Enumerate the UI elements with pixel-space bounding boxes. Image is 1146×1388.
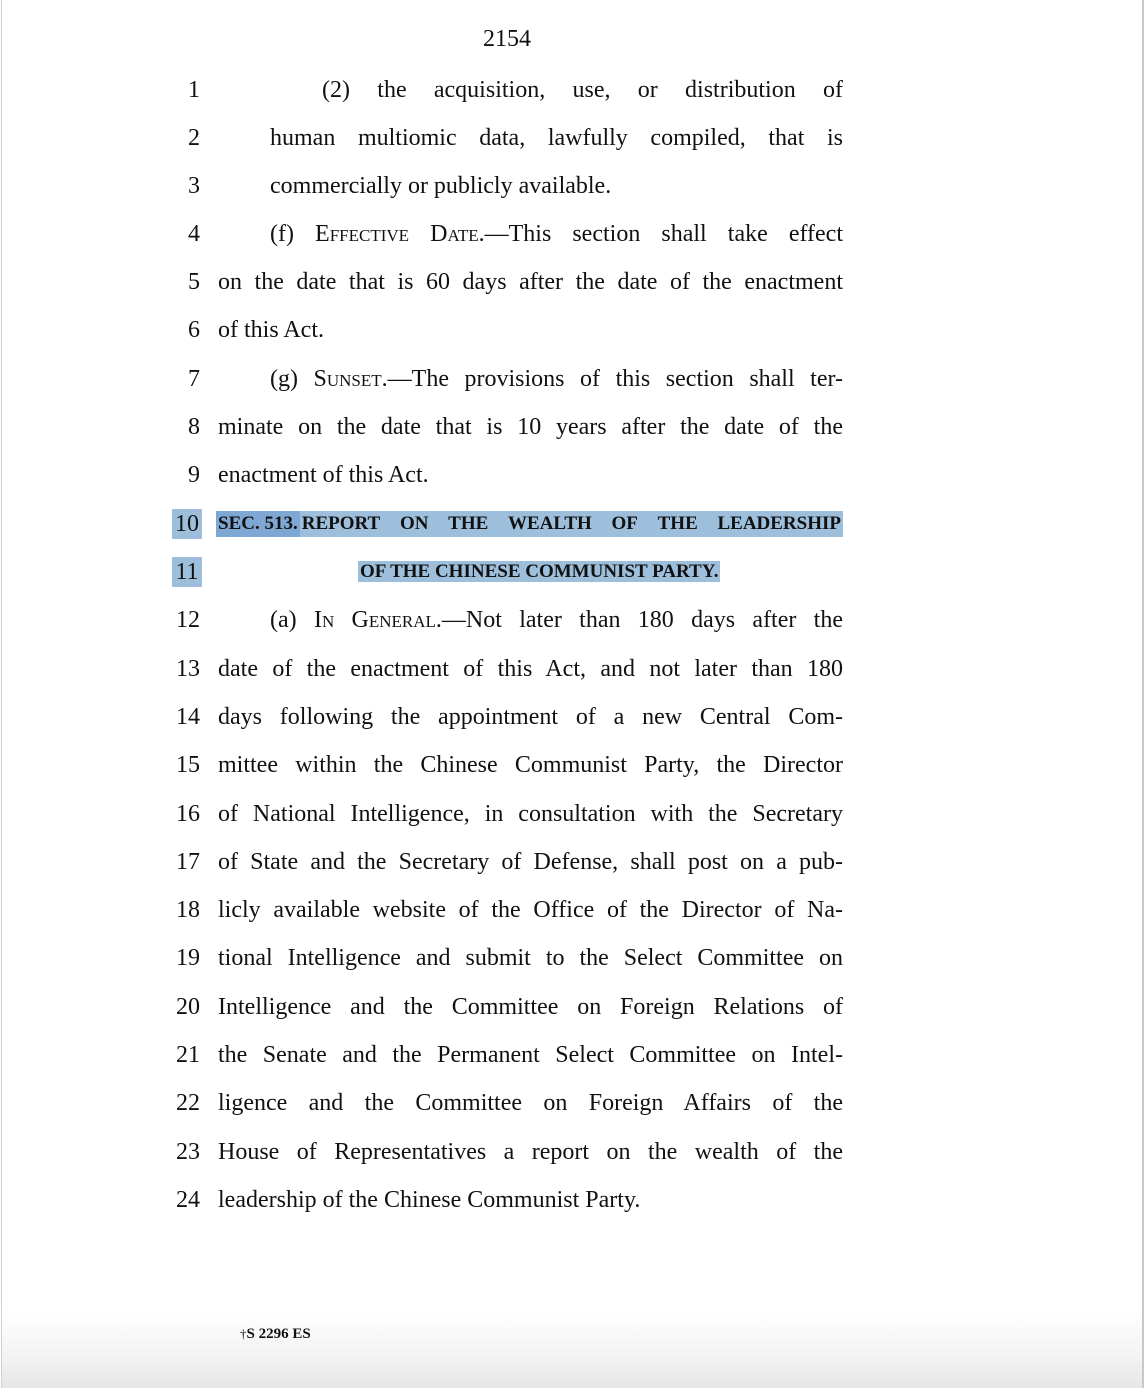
- line-number: 2: [188, 125, 200, 151]
- bill-footer: [240, 1326, 311, 1343]
- heading-word: THE: [657, 513, 698, 534]
- section-heading-line[interactable]: [2, 509, 1146, 557]
- document-line: [2, 75, 1146, 123]
- line-text: commercially or publicly available.: [270, 173, 612, 199]
- line-number: 18: [176, 897, 200, 923]
- line-text: (2) the acquisition, use, or distribution of: [322, 77, 843, 103]
- document-line: [2, 992, 1146, 1040]
- subsection-label: (g): [270, 366, 314, 392]
- line-text: days following the appointment of a new Central Com-: [218, 704, 843, 730]
- line-number: 8: [188, 414, 200, 440]
- document-line: [2, 605, 1146, 653]
- section-title-part2[interactable]: [358, 559, 720, 585]
- line-number: 20: [176, 994, 200, 1020]
- line-text: [270, 219, 843, 249]
- line-number: 15: [176, 752, 200, 778]
- document-line: [2, 267, 1146, 315]
- line-text: Intelligence and the Committee on Foreign Relations of: [218, 994, 843, 1020]
- document-line: [2, 171, 1146, 219]
- document-line: [2, 219, 1146, 267]
- document-line: [2, 315, 1146, 363]
- heading-word: REPORT: [301, 513, 381, 534]
- line-number: 7: [188, 366, 200, 392]
- heading-word: ON: [399, 513, 429, 534]
- document-line: [2, 1040, 1146, 1088]
- heading-word: LEADERSHIP: [717, 513, 841, 534]
- document-line: [2, 943, 1146, 991]
- section-number: SEC. 513.: [216, 511, 300, 537]
- document-line: [2, 412, 1146, 460]
- line-text: licly available website of the Office of the Director of Na-: [218, 897, 843, 923]
- document-line: [2, 1185, 1146, 1233]
- line-text: of State and the Secretary of Defense, shall post on a pub-: [218, 849, 843, 875]
- document-line: [2, 1088, 1146, 1136]
- document-line: [2, 895, 1146, 943]
- line-number: 3: [188, 173, 200, 199]
- subsection-label: (f): [270, 221, 316, 247]
- line-text: tional Intelligence and submit to the Select Committee on: [218, 945, 843, 971]
- line-text: [270, 605, 843, 635]
- subsection-heading: Sunset: [313, 366, 382, 392]
- document-line: [2, 364, 1146, 412]
- line-number-selected: 10: [172, 509, 202, 539]
- subsection-heading: Effective Date: [315, 221, 479, 247]
- subsection-text: .—The provisions of this section shall ter-: [381, 366, 844, 392]
- line-text: on the date that is 60 days after the date of the enactment: [218, 269, 843, 295]
- line-text: House of Representatives a report on the wealth of the: [218, 1139, 843, 1165]
- line-text: of National Intelligence, in consultation with the Secretary: [218, 801, 843, 827]
- line-text: the Senate and the Permanent Select Committee on Intel-: [218, 1042, 843, 1068]
- line-number: 1: [188, 77, 200, 103]
- line-number: 24: [176, 1187, 200, 1213]
- document-line: [2, 799, 1146, 847]
- line-number: 13: [176, 656, 200, 682]
- line-number-selected: 11: [172, 557, 202, 587]
- line-number: 23: [176, 1139, 200, 1165]
- line-text: of this Act.: [218, 317, 324, 343]
- line-text: [270, 364, 843, 394]
- line-number: 16: [176, 801, 200, 827]
- heading-word: THE: [448, 513, 489, 534]
- line-text: human multiomic data, lawfully compiled, that is: [270, 125, 843, 151]
- section-heading-selected[interactable]: [216, 511, 843, 537]
- line-number: 4: [188, 221, 200, 247]
- document-line: [2, 460, 1146, 508]
- document-line: [2, 750, 1146, 798]
- subsection-label: (a): [270, 607, 314, 633]
- line-number: 22: [176, 1090, 200, 1116]
- heading-word: OF: [611, 513, 638, 534]
- line-number: 19: [176, 945, 200, 971]
- line-number: 21: [176, 1042, 200, 1068]
- line-text: minate on the date that is 10 years after the date of the: [218, 414, 843, 440]
- section-title-part1: [300, 511, 843, 537]
- document-line: [2, 123, 1146, 171]
- document-line: [2, 702, 1146, 750]
- line-number: 5: [188, 269, 200, 295]
- page-number: 2154: [483, 26, 531, 52]
- line-number: 9: [188, 462, 200, 488]
- dagger-mark: †: [240, 1326, 247, 1341]
- document-page: [1, 0, 1144, 1388]
- line-number: 17: [176, 849, 200, 875]
- line-text: ligence and the Committee on Foreign Affairs of the: [218, 1090, 843, 1116]
- line-text: mittee within the Chinese Communist Party, the Director: [218, 752, 843, 778]
- subsection-heading: In General: [313, 607, 436, 633]
- line-text: enactment of this Act.: [218, 462, 429, 488]
- heading-word: WEALTH: [508, 513, 592, 534]
- section-heading-line[interactable]: [2, 557, 1146, 605]
- line-number: 14: [176, 704, 200, 730]
- line-text: date of the enactment of this Act, and not later than 180: [218, 656, 843, 682]
- line-text: leadership of the Chinese Communist Party.: [218, 1187, 641, 1213]
- section-title-text: OF THE CHINESE COMMUNIST PARTY.: [360, 561, 719, 582]
- subsection-text: .—This section shall take effect: [478, 221, 843, 247]
- bill-identifier: S 2296 ES: [246, 1326, 311, 1342]
- subsection-text: .—Not later than 180 days after the: [435, 607, 843, 633]
- line-number: 6: [188, 317, 200, 343]
- document-line: [2, 1137, 1146, 1185]
- line-number: 12: [176, 607, 200, 633]
- document-line: [2, 654, 1146, 702]
- document-line: [2, 847, 1146, 895]
